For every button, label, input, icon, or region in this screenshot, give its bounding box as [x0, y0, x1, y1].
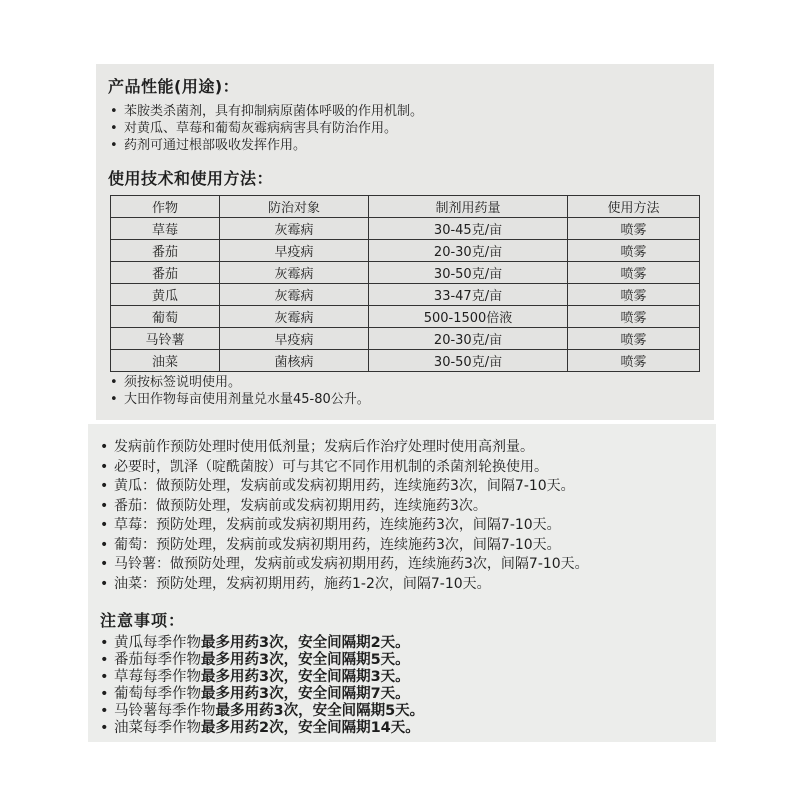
list-item: • 葡萄：预防处理，发病前或发病初期用药，连续施药3次，间隔7-10天。: [98, 536, 716, 556]
table-header-row: [111, 196, 700, 218]
table-cell: 20-30克/亩: [369, 240, 568, 262]
list-item: • 必要时，凯泽（啶酰菌胺）可与其它不同作用机制的杀菌剂轮换使用。: [98, 458, 716, 478]
list-item: [98, 669, 716, 686]
cautions-list: [98, 635, 716, 737]
list-item: [98, 703, 716, 720]
table-row: [111, 240, 700, 262]
table-row: [111, 350, 700, 372]
list-item: • 须按标签说明使用。: [108, 374, 714, 391]
table-cell: 500-1500倍液: [369, 306, 568, 328]
column-header-dosage: 制剂用药量: [369, 196, 568, 218]
list-item: [98, 686, 716, 703]
table-cell: 灰霉病: [220, 262, 369, 284]
table-cell: 喷雾: [568, 240, 700, 262]
table-cell: 30-45克/亩: [369, 218, 568, 240]
list-item: • 黄瓜：做预防处理，发病前或发病初期用药，连续施药3次，间隔7-10天。: [98, 477, 716, 497]
list-item: [98, 635, 716, 652]
cautions-heading: 注意事项：: [100, 611, 186, 630]
column-header-target: 防治对象: [220, 196, 369, 218]
table-row: [111, 328, 700, 350]
caution-crop: 葡萄每季作物: [114, 686, 201, 702]
label-sheet-bottom: [88, 424, 716, 742]
list-item: • 大田作物每亩使用剂量兑水量45-80公升。: [108, 391, 714, 408]
caution-rule: 最多用药3次，安全间隔期3天。: [201, 669, 410, 685]
table-cell: 喷雾: [568, 218, 700, 240]
table-cell: 早疫病: [220, 328, 369, 350]
table-cell: 喷雾: [568, 262, 700, 284]
table-cell: 黄瓜: [111, 284, 220, 306]
caution-rule: 最多用药3次，安全间隔期7天。: [201, 686, 410, 702]
table-cell: 番茄: [111, 262, 220, 284]
label-sheet-top: [96, 64, 714, 420]
caution-rule: 最多用药2次，安全间隔期14天。: [201, 720, 420, 736]
table-cell: 喷雾: [568, 306, 700, 328]
table-cell: 33-47克/亩: [369, 284, 568, 306]
list-item: [98, 720, 716, 737]
table-cell: 30-50克/亩: [369, 262, 568, 284]
list-item: • 番茄：做预防处理，发病前或发病初期用药，连续施药3次。: [98, 497, 716, 517]
table-row: [111, 262, 700, 284]
caution-crop: 番茄每季作物: [114, 652, 201, 668]
caution-crop: 草莓每季作物: [114, 669, 201, 685]
table-cell: 马铃薯: [111, 328, 220, 350]
product-bullets: [108, 103, 714, 154]
application-bullets: [98, 438, 716, 594]
table-cell: 30-50克/亩: [369, 350, 568, 372]
table-cell: 灰霉病: [220, 306, 369, 328]
caution-crop: 黄瓜每季作物: [114, 635, 201, 651]
caution-rule: 最多用药3次，安全间隔期5天。: [215, 703, 425, 719]
table-row: [111, 284, 700, 306]
table-cell: 喷雾: [568, 284, 700, 306]
table-cell: 早疫病: [220, 240, 369, 262]
usage-notes: [108, 374, 714, 408]
caution-crop: 油菜每季作物: [114, 720, 201, 736]
column-header-method: 使用方法: [568, 196, 700, 218]
list-item: • 马铃薯：做预防处理，发病前或发病初期用药，连续施药3次，间隔7-10天。: [98, 555, 716, 575]
list-item: • 苯胺类杀菌剂，具有抑制病原菌体呼吸的作用机制。: [108, 103, 714, 120]
caution-rule: 最多用药3次，安全间隔期2天。: [201, 635, 410, 651]
list-item: [98, 652, 716, 669]
list-item: • 对黄瓜、草莓和葡萄灰霉病病害具有防治作用。: [108, 120, 714, 137]
table-cell: 喷雾: [568, 328, 700, 350]
table-cell: 葡萄: [111, 306, 220, 328]
usage-heading: 使用技术和使用方法：: [108, 169, 274, 188]
table-cell: 油菜: [111, 350, 220, 372]
list-item: • 油菜：预防处理，发病初期用药，施药1-2次，间隔7-10天。: [98, 575, 716, 595]
list-item: • 药剂可通过根部吸收发挥作用。: [108, 137, 714, 154]
column-header-crop: 作物: [111, 196, 220, 218]
table-cell: 20-30克/亩: [369, 328, 568, 350]
table-row: [111, 218, 700, 240]
table-cell: 喷雾: [568, 350, 700, 372]
caution-rule: 最多用药3次，安全间隔期5天。: [201, 652, 410, 668]
dosage-table: [110, 195, 700, 372]
list-item: • 草莓：预防处理，发病前或发病初期用药，连续施药3次，间隔7-10天。: [98, 516, 716, 536]
table-cell: 灰霉病: [220, 284, 369, 306]
table-cell: 灰霉病: [220, 218, 369, 240]
table-cell: 草莓: [111, 218, 220, 240]
list-item: • 发病前作预防处理时使用低剂量；发病后作治疗处理时使用高剂量。: [98, 438, 716, 458]
table-cell: 番茄: [111, 240, 220, 262]
product-heading: 产品性能(用途)：: [108, 77, 240, 96]
caution-crop: 马铃薯每季作物: [114, 703, 216, 719]
table-row: [111, 306, 700, 328]
table-cell: 菌核病: [220, 350, 369, 372]
